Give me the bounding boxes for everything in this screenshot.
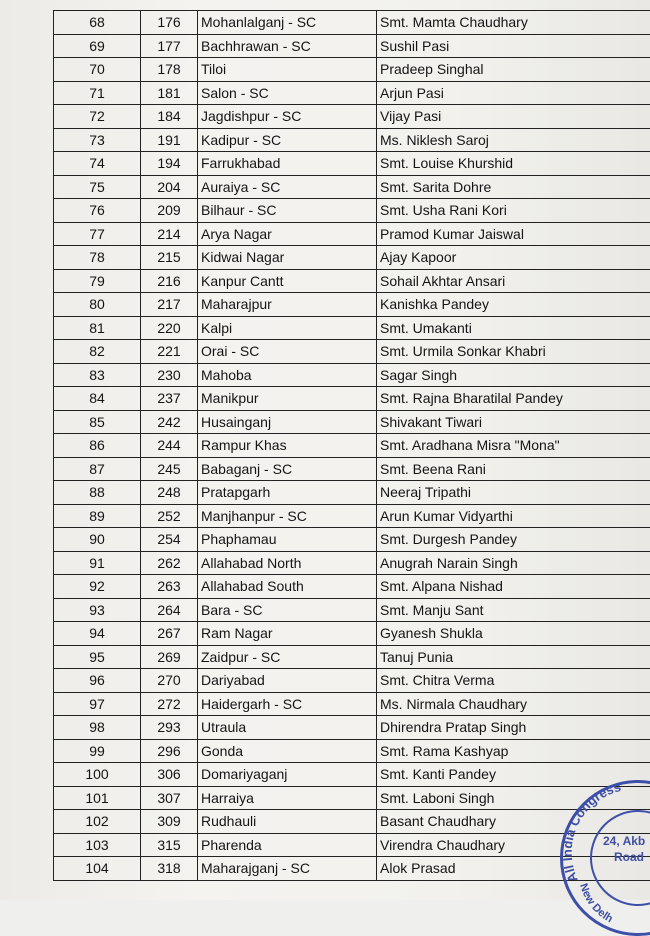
candidate-name-cell: Vijay Pasi xyxy=(377,105,650,129)
constituency-cell: Bara - SC xyxy=(198,598,377,622)
table-row xyxy=(54,269,650,293)
candidate-name-cell: Smt. Mamta Chaudhary xyxy=(377,11,650,35)
serial-number-cell: 74 xyxy=(54,152,141,176)
candidate-name-cell: Smt. Louise Khurshid xyxy=(377,152,650,176)
table-row xyxy=(54,645,650,669)
constituency-cell: Maharajpur xyxy=(198,293,377,317)
serial-number-cell: 93 xyxy=(54,598,141,622)
constituency-cell: Mahoba xyxy=(198,363,377,387)
constituency-cell: Harraiya xyxy=(198,786,377,810)
table-row xyxy=(54,669,650,693)
table-body xyxy=(54,11,650,881)
ac-number-cell: 252 xyxy=(141,504,198,528)
ac-number-cell: 318 xyxy=(141,857,198,881)
table-row xyxy=(54,575,650,599)
candidate-name-cell: Alok Prasad xyxy=(377,857,650,881)
candidate-name-cell: Anugrah Narain Singh xyxy=(377,551,650,575)
candidate-name-cell: Smt. Durgesh Pandey xyxy=(377,528,650,552)
table-row xyxy=(54,293,650,317)
ac-number-cell: 306 xyxy=(141,763,198,787)
candidate-name-cell: Smt. Usha Rani Kori xyxy=(377,199,650,223)
ac-number-cell: 270 xyxy=(141,669,198,693)
constituency-cell: Allahabad South xyxy=(198,575,377,599)
table-row xyxy=(54,58,650,82)
constituency-cell: Orai - SC xyxy=(198,340,377,364)
serial-number-cell: 103 xyxy=(54,833,141,857)
serial-number-cell: 82 xyxy=(54,340,141,364)
ac-number-cell: 215 xyxy=(141,246,198,270)
serial-number-cell: 90 xyxy=(54,528,141,552)
constituency-cell: Zaidpur - SC xyxy=(198,645,377,669)
constituency-cell: Auraiya - SC xyxy=(198,175,377,199)
ac-number-cell: 272 xyxy=(141,692,198,716)
candidate-name-cell: Ms. Nirmala Chaudhary xyxy=(377,692,650,716)
candidate-name-cell: Smt. Rajna Bharatilal Pandey xyxy=(377,387,650,411)
constituency-cell: Rudhauli xyxy=(198,810,377,834)
candidate-name-cell: Neeraj Tripathi xyxy=(377,481,650,505)
ac-number-cell: 181 xyxy=(141,81,198,105)
candidate-name-cell: Basant Chaudhary xyxy=(377,810,650,834)
ac-number-cell: 267 xyxy=(141,622,198,646)
constituency-cell: Pharenda xyxy=(198,833,377,857)
table-row xyxy=(54,128,650,152)
serial-number-cell: 92 xyxy=(54,575,141,599)
ac-number-cell: 191 xyxy=(141,128,198,152)
serial-number-cell: 98 xyxy=(54,716,141,740)
ac-number-cell: 216 xyxy=(141,269,198,293)
serial-number-cell: 91 xyxy=(54,551,141,575)
constituency-cell: Bachhrawan - SC xyxy=(198,34,377,58)
serial-number-cell: 68 xyxy=(54,11,141,35)
candidate-name-cell: Sagar Singh xyxy=(377,363,650,387)
ac-number-cell: 307 xyxy=(141,786,198,810)
ac-number-cell: 237 xyxy=(141,387,198,411)
constituency-cell: Husainganj xyxy=(198,410,377,434)
serial-number-cell: 87 xyxy=(54,457,141,481)
serial-number-cell: 71 xyxy=(54,81,141,105)
constituency-cell: Kalpi xyxy=(198,316,377,340)
table-row xyxy=(54,504,650,528)
ac-number-cell: 296 xyxy=(141,739,198,763)
table-row xyxy=(54,363,650,387)
ac-number-cell: 204 xyxy=(141,175,198,199)
constituency-cell: Babaganj - SC xyxy=(198,457,377,481)
constituency-cell: Manikpur xyxy=(198,387,377,411)
table-row xyxy=(54,528,650,552)
candidate-name-cell: Smt. Manju Sant xyxy=(377,598,650,622)
ac-number-cell: 230 xyxy=(141,363,198,387)
candidate-name-cell: Smt. Laboni Singh xyxy=(377,786,650,810)
ac-number-cell: 184 xyxy=(141,105,198,129)
ac-number-cell: 262 xyxy=(141,551,198,575)
ac-number-cell: 264 xyxy=(141,598,198,622)
serial-number-cell: 101 xyxy=(54,786,141,810)
ac-number-cell: 178 xyxy=(141,58,198,82)
constituency-cell: Utraula xyxy=(198,716,377,740)
svg-text:All India Congress xyxy=(560,780,622,885)
table-row xyxy=(54,481,650,505)
candidate-name-cell: Gyanesh Shukla xyxy=(377,622,650,646)
ac-number-cell: 293 xyxy=(141,716,198,740)
constituency-cell: Haidergarh - SC xyxy=(198,692,377,716)
serial-number-cell: 86 xyxy=(54,434,141,458)
table-row xyxy=(54,598,650,622)
candidate-name-cell: Smt. Urmila Sonkar Khabri xyxy=(377,340,650,364)
constituency-cell: Phaphamau xyxy=(198,528,377,552)
ac-number-cell: 269 xyxy=(141,645,198,669)
serial-number-cell: 77 xyxy=(54,222,141,246)
constituency-cell: Pratapgarh xyxy=(198,481,377,505)
ac-number-cell: 254 xyxy=(141,528,198,552)
serial-number-cell: 89 xyxy=(54,504,141,528)
table-row xyxy=(54,246,650,270)
candidate-name-cell: Smt. Beena Rani xyxy=(377,457,650,481)
table-row xyxy=(54,175,650,199)
seal-bottom-label: New Delh xyxy=(577,882,615,925)
table-row xyxy=(54,551,650,575)
serial-number-cell: 70 xyxy=(54,58,141,82)
candidate-name-cell: Smt. Rama Kashyap xyxy=(377,739,650,763)
candidate-name-cell: Kanishka Pandey xyxy=(377,293,650,317)
serial-number-cell: 94 xyxy=(54,622,141,646)
constituency-cell: Arya Nagar xyxy=(198,222,377,246)
candidate-name-cell: Arjun Pasi xyxy=(377,81,650,105)
candidate-name-cell: Smt. Aradhana Misra "Mona" xyxy=(377,434,650,458)
serial-number-cell: 75 xyxy=(54,175,141,199)
constituency-cell: Allahabad North xyxy=(198,551,377,575)
seal-address-line1: 24, Akb xyxy=(603,834,645,848)
candidate-name-cell: Ajay Kapoor xyxy=(377,246,650,270)
candidate-list-table xyxy=(53,10,650,881)
candidate-name-cell: Sohail Akhtar Ansari xyxy=(377,269,650,293)
constituency-cell: Maharajganj - SC xyxy=(198,857,377,881)
serial-number-cell: 96 xyxy=(54,669,141,693)
constituency-cell: Tiloi xyxy=(198,58,377,82)
candidate-name-cell: Smt. Chitra Verma xyxy=(377,669,650,693)
serial-number-cell: 85 xyxy=(54,410,141,434)
serial-number-cell: 79 xyxy=(54,269,141,293)
candidate-name-cell: Pradeep Singhal xyxy=(377,58,650,82)
candidate-name-cell: Pramod Kumar Jaiswal xyxy=(377,222,650,246)
table-row xyxy=(54,457,650,481)
constituency-cell: Bilhaur - SC xyxy=(198,199,377,223)
constituency-cell: Kanpur Cantt xyxy=(198,269,377,293)
constituency-cell: Farrukhabad xyxy=(198,152,377,176)
ac-number-cell: 209 xyxy=(141,199,198,223)
ac-number-cell: 221 xyxy=(141,340,198,364)
candidate-name-cell: Tanuj Punia xyxy=(377,645,650,669)
table-row xyxy=(54,434,650,458)
serial-number-cell: 78 xyxy=(54,246,141,270)
candidate-name-cell: Dhirendra Pratap Singh xyxy=(377,716,650,740)
table-row xyxy=(54,387,650,411)
ac-number-cell: 315 xyxy=(141,833,198,857)
candidate-name-cell: Arun Kumar Vidyarthi xyxy=(377,504,650,528)
table-row xyxy=(54,105,650,129)
ac-number-cell: 309 xyxy=(141,810,198,834)
ac-number-cell: 194 xyxy=(141,152,198,176)
serial-number-cell: 72 xyxy=(54,105,141,129)
table-row xyxy=(54,340,650,364)
candidate-name-cell: Sushil Pasi xyxy=(377,34,650,58)
ac-number-cell: 176 xyxy=(141,11,198,35)
serial-number-cell: 81 xyxy=(54,316,141,340)
constituency-cell: Salon - SC xyxy=(198,81,377,105)
ac-number-cell: 245 xyxy=(141,457,198,481)
table-row xyxy=(54,222,650,246)
table-row xyxy=(54,11,650,35)
constituency-cell: Domariyaganj xyxy=(198,763,377,787)
ac-number-cell: 244 xyxy=(141,434,198,458)
serial-number-cell: 99 xyxy=(54,739,141,763)
svg-text:New Delh xyxy=(577,882,615,925)
candidate-name-cell: Ms. Niklesh Saroj xyxy=(377,128,650,152)
ac-number-cell: 214 xyxy=(141,222,198,246)
serial-number-cell: 73 xyxy=(54,128,141,152)
serial-number-cell: 97 xyxy=(54,692,141,716)
candidate-name-cell: Shivakant Tiwari xyxy=(377,410,650,434)
ac-number-cell: 220 xyxy=(141,316,198,340)
table-row xyxy=(54,692,650,716)
serial-number-cell: 83 xyxy=(54,363,141,387)
table-row xyxy=(54,199,650,223)
serial-number-cell: 95 xyxy=(54,645,141,669)
candidate-name-cell: Smt. Sarita Dohre xyxy=(377,175,650,199)
table-row xyxy=(54,716,650,740)
serial-number-cell: 102 xyxy=(54,810,141,834)
table-row xyxy=(54,739,650,763)
table-row xyxy=(54,622,650,646)
constituency-cell: Jagdishpur - SC xyxy=(198,105,377,129)
serial-number-cell: 80 xyxy=(54,293,141,317)
constituency-cell: Rampur Khas xyxy=(198,434,377,458)
serial-number-cell: 84 xyxy=(54,387,141,411)
constituency-cell: Dariyabad xyxy=(198,669,377,693)
serial-number-cell: 104 xyxy=(54,857,141,881)
constituency-cell: Ram Nagar xyxy=(198,622,377,646)
constituency-cell: Mohanlalganj - SC xyxy=(198,11,377,35)
serial-number-cell: 100 xyxy=(54,763,141,787)
constituency-cell: Gonda xyxy=(198,739,377,763)
ac-number-cell: 248 xyxy=(141,481,198,505)
serial-number-cell: 76 xyxy=(54,199,141,223)
ac-number-cell: 242 xyxy=(141,410,198,434)
candidate-name-cell: Smt. Umakanti xyxy=(377,316,650,340)
ac-number-cell: 217 xyxy=(141,293,198,317)
ac-number-cell: 177 xyxy=(141,34,198,58)
constituency-cell: Kadipur - SC xyxy=(198,128,377,152)
candidate-name-cell: Virendra Chaudhary xyxy=(377,833,650,857)
table-row xyxy=(54,81,650,105)
serial-number-cell: 88 xyxy=(54,481,141,505)
constituency-cell: Kidwai Nagar xyxy=(198,246,377,270)
serial-number-cell: 69 xyxy=(54,34,141,58)
constituency-cell: Manjhanpur - SC xyxy=(198,504,377,528)
table-row xyxy=(54,410,650,434)
candidate-name-cell: Smt. Alpana Nishad xyxy=(377,575,650,599)
table-row xyxy=(54,152,650,176)
seal-ring-label: All India Congress xyxy=(560,780,622,885)
ac-number-cell: 263 xyxy=(141,575,198,599)
table-row xyxy=(54,316,650,340)
table-row xyxy=(54,34,650,58)
seal-address-line2: Road xyxy=(614,850,644,864)
candidate-name-cell: Smt. Kanti Pandey xyxy=(377,763,650,787)
